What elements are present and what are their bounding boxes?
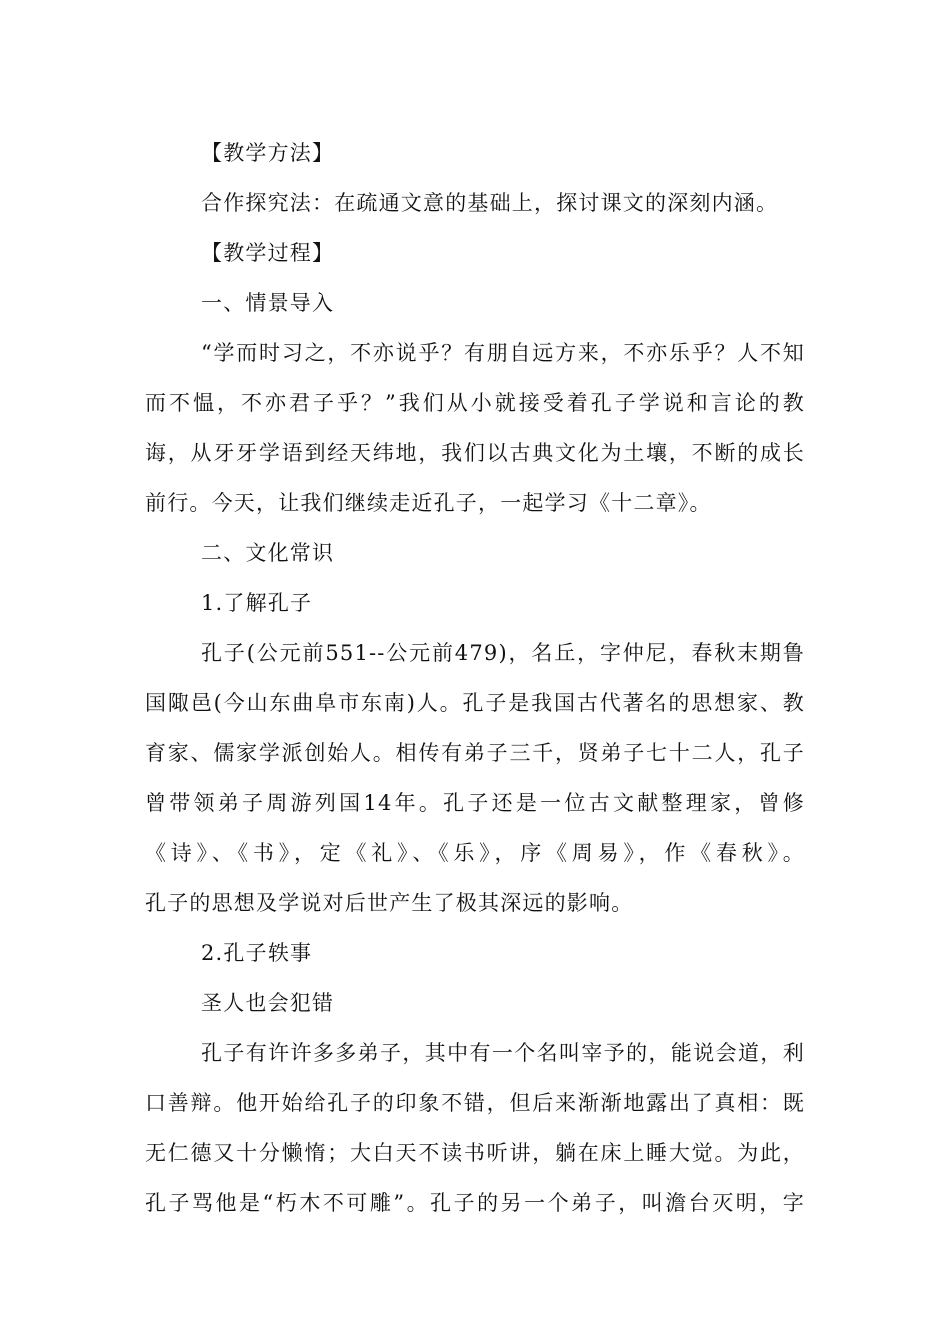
paragraph-line: 《诗》、《书》，定《礼》、《乐》，序《周易》，作《春秋》。	[145, 841, 805, 865]
intro-paragraph	[145, 328, 805, 528]
paragraph-line: “学而时习之，不亦说乎？有朋自远方来，不亦乐乎？人不知	[201, 341, 805, 365]
paragraph-line: 诲，从牙牙学语到经天纬地，我们以古典文化为土壤，不断的成长	[145, 441, 805, 465]
paragraph-line: 无仁德又十分懒惰；大白天不读书听讲，躺在床上睡大觉。为此，	[145, 1141, 805, 1165]
paragraph-line: 前行。今天，让我们继续走近孔子，一起学习《十二章》。	[145, 491, 712, 515]
section-scene-intro: 一、情景导入	[201, 291, 335, 315]
paragraph-line: 曾带领弟子周游列国14年。孔子还是一位古文献整理家，曾修	[145, 791, 805, 815]
paragraph-line: 而不愠，不亦君子乎？”我们从小就接受着孔子学说和言论的教	[145, 391, 805, 415]
paragraph-line: 孔子(公元前551--公元前479)，名丘，字仲尼，春秋末期鲁	[201, 641, 805, 665]
paragraph-line: 口善辩。他开始给孔子的印象不错，但后来渐渐地露出了真相：既	[145, 1091, 805, 1115]
heading-teaching-method: 【教学方法】	[201, 141, 335, 165]
subsection-confucius-anecdotes: 2.孔子轶事	[201, 941, 313, 965]
confucius-paragraph	[145, 628, 805, 928]
subsection-about-confucius: 1.了解孔子	[201, 591, 313, 615]
section-culture-knowledge: 二、文化常识	[201, 541, 335, 565]
paragraph-line: 孔子的思想及学说对后世产生了极其深远的影响。	[145, 891, 634, 915]
paragraph-line: 育家、儒家学派创始人。相传有弟子三千，贤弟子七十二人，孔子	[145, 741, 805, 765]
document-page	[145, 128, 805, 1228]
heading-teaching-process: 【教学过程】	[201, 241, 335, 265]
paragraph-line: 孔子骂他是“朽木不可雕”。孔子的另一个弟子，叫澹台灭明，字	[145, 1191, 805, 1215]
paragraph-line: 孔子有许许多多弟子，其中有一个名叫宰予的，能说会道，利	[201, 1041, 805, 1065]
paragraph-line: 国陬邑(今山东曲阜市东南)人。孔子是我国古代著名的思想家、教	[145, 691, 805, 715]
method-text: 合作探究法：在疏通文意的基础上，探讨课文的深刻内涵。	[201, 191, 779, 215]
story-title: 圣人也会犯错	[201, 991, 335, 1015]
story-paragraph	[145, 1028, 805, 1228]
